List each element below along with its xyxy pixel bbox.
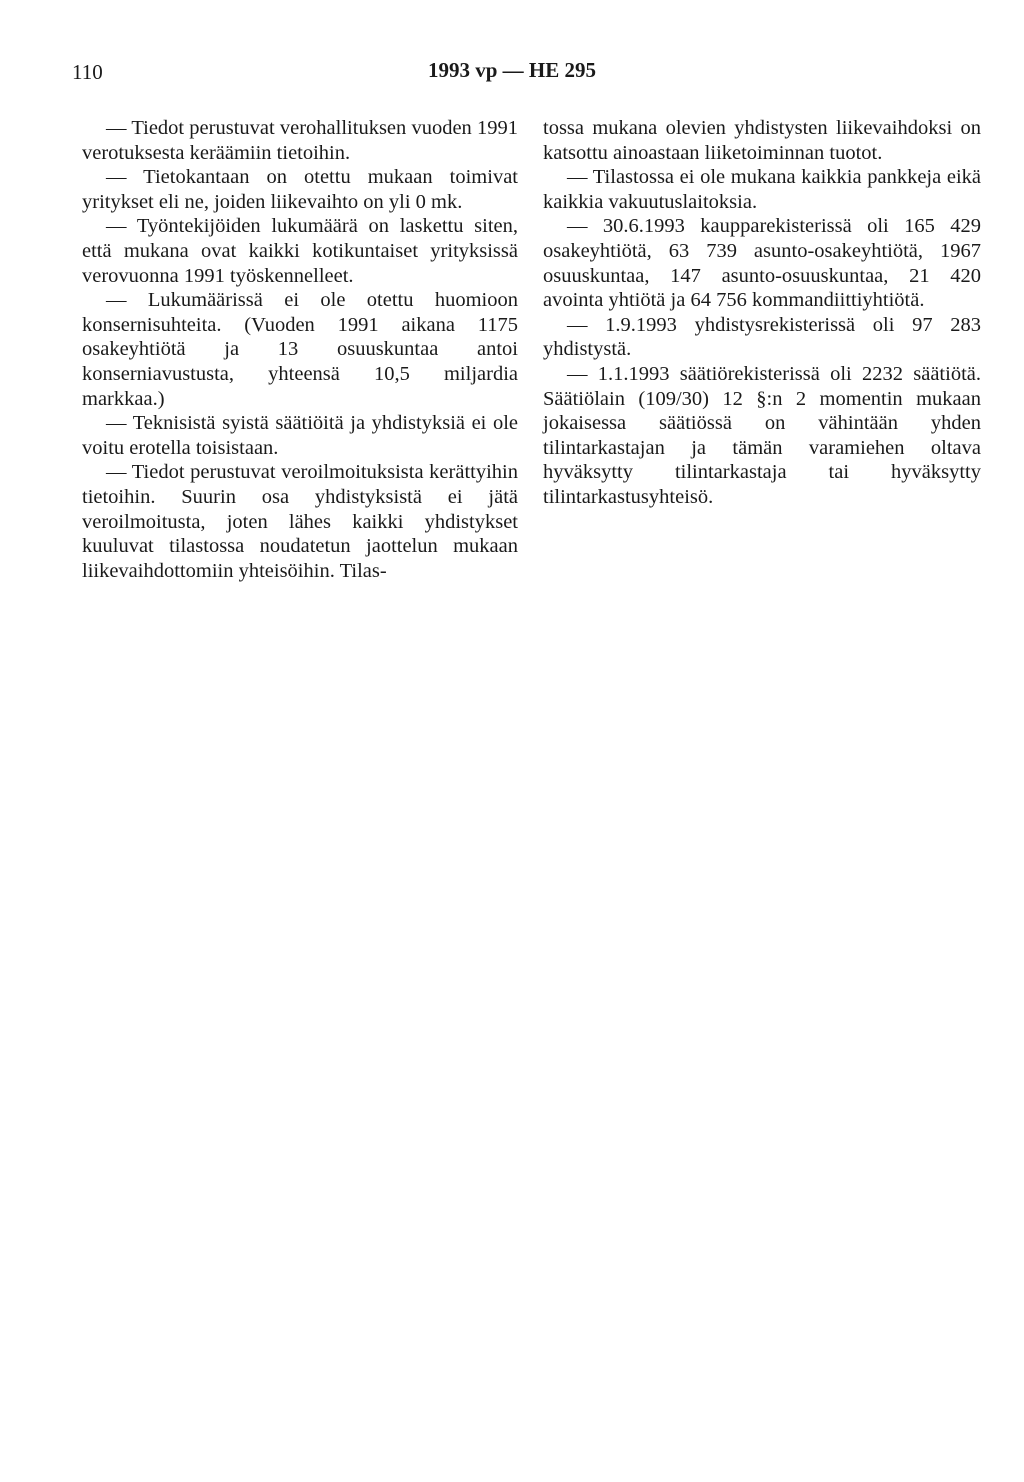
running-head: 1993 vp — HE 295 xyxy=(428,58,597,82)
paragraph-continuation: tossa mukana olevien yhdistysten liikevaihdoksi on katsottu ainoastaan liiketoiminnan tuotot. xyxy=(543,117,981,164)
paragraph: — Lukumäärissä ei ole otettu huomioon konsernisuhteita. (Vuoden 1991 aikana 1175 osakeyhtiötä ja 13 osuuskuntaa antoi konserniavustusta, yhteensä 10,5 miljardia markkaa.) xyxy=(82,289,518,410)
paragraph: — Työntekijöiden lukumäärä on laskettu siten, että mukana ovat kaikki kotikuntaiset yrityksissä verovuonna 1991 työskennelleet. xyxy=(82,215,518,287)
right-column xyxy=(543,116,981,510)
paragraph: — Tiedot perustuvat veroilmoituksista kerättyihin tietoihin. Suurin osa yhdistyksistä ei jätä veroilmoitusta, joten lähes kaikki yhdistykset kuuluvat tilastossa noudatetun jaottelun mukaan liikevaihdottomiin yhteisöihin. Tilas- xyxy=(82,461,518,582)
page-number: 110 xyxy=(72,60,103,84)
paragraph: — Teknisistä syistä säätiöitä ja yhdistyksiä ei ole voitu erotella toisistaan. xyxy=(82,412,518,459)
paragraph: — Tiedot perustuvat verohallituksen vuoden 1991 verotuksesta keräämiin tietoihin. xyxy=(82,117,518,164)
paragraph: — 1.9.1993 yhdistysrekisterissä oli 97 283 yhdistystä. xyxy=(543,313,981,361)
paragraph: — 30.6.1993 kaupparekisterissä oli 165 429 osakeyhtiötä, 63 739 asunto-osakeyhtiötä, 1967 osuuskuntaa, 147 asunto-osuuskuntaa, 21 420 avointa yhtiötä ja 64 756 kommandiittiyhtiötä. xyxy=(543,215,981,312)
paragraph: — 1.1.1993 säätiörekisterissä oli 2232 säätiötä. Säätiölain (109/30) 12 §:n 2 momentin mukaan jokaisessa säätiössä on vähintään yhden tilintarkastajan ja tämän varamiehen oltava hyväksytty tilintarkastaja tai hyväksytty tilintarkastusyhteisö. xyxy=(543,362,981,508)
paragraph: — Tilastossa ei ole mukana kaikkia pankkeja eikä kaikkia vakuutuslaitoksia. xyxy=(543,166,981,213)
paragraph: — Tietokantaan on otettu mukaan toimivat yritykset eli ne, joiden liikevaihto on yli 0 mk. xyxy=(82,166,518,213)
left-column xyxy=(82,116,518,583)
